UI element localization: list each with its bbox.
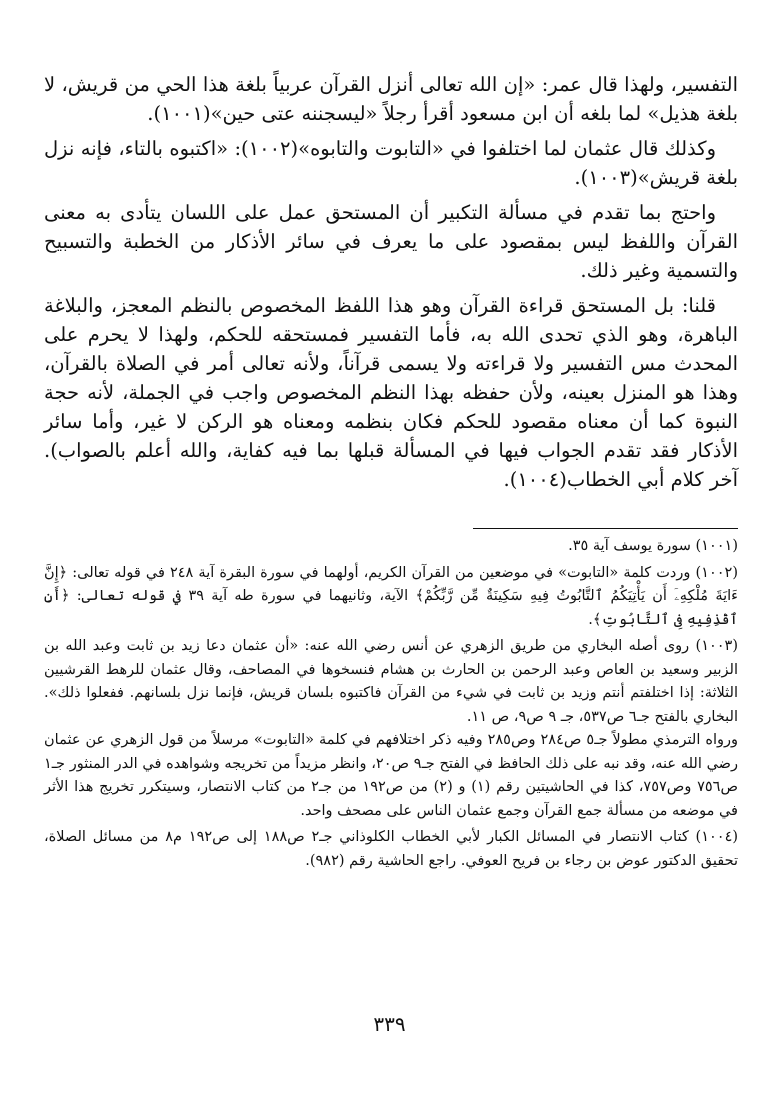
footnote-divider	[473, 528, 738, 529]
paragraph-3: واحتج بما تقدم في مسألة التكبير أن المستحق عمل على اللسان يتأدى به معنى القرآن واللفظ ليس بمقصود على ما يعرف في سائر الأذكار من الخطبة والتسبيح والتسمية وغير ذلك.	[44, 201, 738, 282]
footnote-number: (١٠٠٣)	[695, 638, 739, 654]
page-number: ٣٣٩	[373, 1012, 406, 1036]
footnote-1003	[44, 635, 738, 823]
footnote-line	[44, 826, 738, 873]
main-text	[44, 70, 738, 494]
footnote-number: (١٠٠١)	[695, 538, 738, 554]
footnote-continuation: ورواه الترمذي مطولاً جـ٥ ص٢٨٤ وص٢٨٥ وفيه ذكر اختلافهم في كلمة «التابوت» مرسلاً من قول الزهري عن عثمان رضي الله عنه، وقد نبه على ذلك الحافظ في الفتح جـ٩ ص٢٠، وانظر مزيداً من تخريجه وشواهده في الدر المنثور جـ١ ص٧٥٦ وص٧٥٧، كذا في الحاشيتين رقم (١) و (٢) من ص١٩٢ من جـ٢ من كتاب الانتصار، وسيتكرر تخريج هذا الأثر في موضعه من مسألة جمع القرآن وجمع عثمان الناس على مصحف واحد.	[44, 732, 738, 819]
footnote-text: كتاب الانتصار في المسائل الكبار لأبي الخطاب الكلوذاني جـ٢ ص١٨٨ إلى ص١٩٢ م٨ من مسائل الصلاة، تحقيق الدكتور عوض بن رجاء بن فريح العوفي. راجع الحاشية رقم (٩٨٢).	[44, 829, 738, 869]
footnotes	[44, 535, 738, 873]
footnote-number: (١٠٠٤)	[695, 829, 739, 845]
footnote-text: وردت كلمة «التابوت» في موضعين من القرآن الكريم، أولهما في سورة البقرة آية ٢٤٨ في قوله تعالى: ﴿إِنَّ ءَايَةَ مُلْكِهِۦٓ أَن يَأْتِيَكُمُ ٱلتَّابُوتُ فِيهِ سَكِينَةٌ مِّن رَّبِّكُمْ﴾ الآية، وثانيهما في سورة طه آية ٣٩ في قوله تعالى: ﴿أَنِ ٱقْذِفِيهِ فِى ٱلتَّابُوتِ﴾.	[44, 564, 739, 628]
footnote-1002	[44, 562, 738, 633]
footnote-text: روى أصله البخاري من طريق الزهري عن أنس رضي الله عنه: «أن عثمان دعا زيد بن ثابت وعبد الله بن الزبير وسعيد بن العاص وعبد الرحمن بن الحارث بن هشام فنسخوها في المصاحف، وقال عثمان للرهط القرشيين الثلاثة: إذا اختلفتم أنتم وزيد بن ثابت في شيء من القرآن فاكتبوه بلسان قريش، فإنما نزل بلسانهم. ففعلوا ذلك». البخاري بالفتح جـ٦ ص٥٣٧، جـ ٩ ص٩، ص ١١.	[44, 638, 738, 725]
paragraph-1: التفسير، ولهذا قال عمر: «إن الله تعالى أنزل القرآن عربياً بلغة هذا الحي من قريش، لا بلغة هذيل» لما بلغه أن ابن مسعود أقرأ رجلاً «ليسجننه عتى حين»(١٠٠١).	[44, 73, 738, 125]
footnote-1001	[44, 535, 738, 559]
paragraph-4: قلنا: بل المستحق قراءة القرآن وهو هذا اللفظ المخصوص بالنظم المعجز، والبلاغة الباهرة، وهو الذي تحدى الله به، فأما التفسير فمستحقه للحكم، ولهذا لا يحرم على المحدث مس التفسير ولا قراءته ولا يسمى قرآناً، ولأنه تعالى أمر في الصلاة بالقرآن، وهذا هو المنزل بعينه، ولأن حفظه بهذا النظم المخصوص واجب في الجملة، لأنه حجة النبوة كما أن معناه مقصود للحكم فكان بنظمه ومعناه هو الركن لا غير، وأما سائر الأذكار فقد تقدم الجواب فيها في المسألة قبلها بما فيه كفاية، والله أعلم بالصواب). آخر كلام أبي الخطاب(١٠٠٤).	[44, 294, 738, 491]
book-page	[44, 70, 738, 1080]
footnote-1004	[44, 826, 738, 873]
footnote-line	[44, 635, 738, 729]
paragraph-2: وكذلك قال عثمان لما اختلفوا في «التابوت والتابوه»(١٠٠٢): «اكتبوه بالتاء، فإنه نزل بلغة قريش»(١٠٠٣).	[44, 137, 738, 189]
footnote-number: (١٠٠٢)	[695, 564, 738, 581]
footnote-line	[44, 535, 738, 559]
footnote-line	[44, 562, 738, 633]
footnote-text: سورة يوسف آية ٣٥.	[568, 538, 691, 554]
